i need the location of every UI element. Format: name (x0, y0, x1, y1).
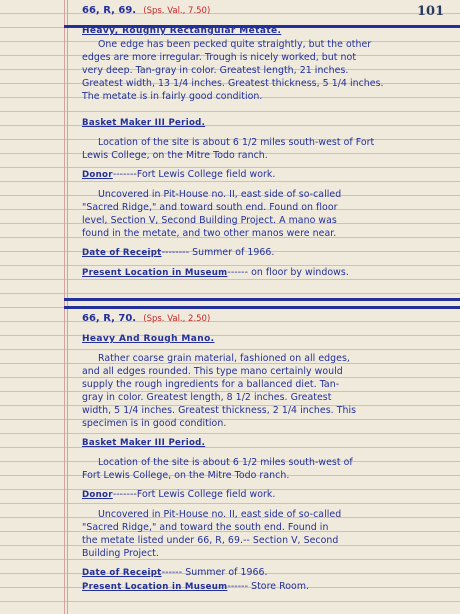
entry-header (82, 312, 450, 326)
found-line: Building Project. (82, 548, 159, 559)
found-line: found in the metate, and two other manos were near. (82, 228, 337, 239)
found-line: "Sacred Ridge," and toward the south end. Found in (82, 522, 329, 533)
found-line: level, Section V, Second Building Project. A mano was (82, 215, 337, 226)
entry-separator-bottom (64, 306, 460, 309)
receipt-value: Summer of 1966. (192, 247, 275, 258)
museum-location-label: Present Location in Museum (82, 268, 228, 278)
receipt-line: Date of Receipt------ Summer of 1966. (82, 567, 268, 578)
catalog-entry-1 (82, 4, 450, 280)
location-line: Location of the site is about 6 1/2 miles south-west of (98, 457, 353, 468)
location-line: Fort Lewis College, on the Mitre Todo ranch. (82, 470, 290, 481)
donor-value: Fort Lewis College field work. (136, 169, 276, 180)
donor-line: Donor-------Fort Lewis College field work. (82, 169, 276, 180)
donor-line: Donor-------Fort Lewis College field work. (82, 489, 276, 500)
description-line: One edge has been pecked quite straightly, but the other (98, 39, 372, 50)
found-line: Uncovered in Pit-House no. II, east side of so-called (98, 189, 342, 200)
museum-location-label: Present Location in Museum (82, 582, 228, 592)
museum-location-value: Store Room. (251, 581, 310, 592)
description-line: The metate is in fairly good condition. (82, 91, 263, 102)
museum-location-value: on floor by windows. (251, 267, 349, 278)
description-line: gray in color. Greatest length, 8 1/2 inches. Greatest (82, 392, 332, 403)
specimen-value: (Sps. Val., 7.50) (143, 6, 211, 16)
entry-title: Heavy, Roughly Rectangular Metate. (82, 26, 282, 36)
catalog-entry-2 (82, 312, 450, 594)
period-label: Basket Maker III Period. (82, 118, 206, 128)
receipt-label: Date of Receipt (82, 248, 162, 258)
location-line: Lewis College, on the Mitre Todo ranch. (82, 150, 268, 161)
catalog-number: 66, R, 70. (82, 313, 137, 324)
donor-label: Donor (82, 490, 113, 500)
page-number: 101 (417, 4, 445, 19)
museum-location-line: Present Location in Museum------ Store Room. (82, 581, 310, 592)
description-line: Rather coarse grain material, fashioned on all edges, (98, 353, 350, 364)
entry-separator-top (64, 298, 460, 301)
specimen-value: (Sps. Val., 2.50) (143, 314, 211, 324)
location-line: Location of the site is about 6 1/2 miles south-west of Fort (98, 137, 375, 148)
entry-title: Heavy And Rough Mano. (82, 334, 215, 344)
description-line: and all edges rounded. This type mano certainly would (82, 366, 343, 377)
found-line: "Sacred Ridge," and toward south end. Found on floor (82, 202, 338, 213)
receipt-value: Summer of 1966. (185, 567, 268, 578)
period-label: Basket Maker III Period. (82, 438, 206, 448)
description-line: supply the rough ingredients for a ballanced diet. Tan- (82, 379, 340, 390)
description-line: specimen is in good condition. (82, 418, 227, 429)
donor-value: Fort Lewis College field work. (136, 489, 276, 500)
catalog-number: 66, R, 69. (82, 5, 137, 16)
museum-location-line: Present Location in Museum------ on floor by windows. (82, 267, 349, 278)
donor-label: Donor (82, 170, 113, 180)
entry-header (82, 4, 450, 18)
receipt-line: Date of Receipt-------- Summer of 1966. (82, 247, 275, 258)
description-line: edges are more irregular. Trough is nicely worked, but not (82, 52, 357, 63)
description-line: very deep. Tan-gray in color. Greatest length, 21 inches. (82, 65, 349, 76)
receipt-label: Date of Receipt (82, 568, 162, 578)
description-line: width, 5 1/4 inches. Greatest thickness, 2 1/4 inches. This (82, 405, 357, 416)
description-line: Greatest width, 13 1/4 inches. Greatest thickness, 5 1/4 inches. (82, 78, 384, 89)
found-line: the metate listed under 66, R, 69.-- Section V, Second (82, 535, 339, 546)
found-line: Uncovered in Pit-House no. II, east side of so-called (98, 509, 342, 520)
